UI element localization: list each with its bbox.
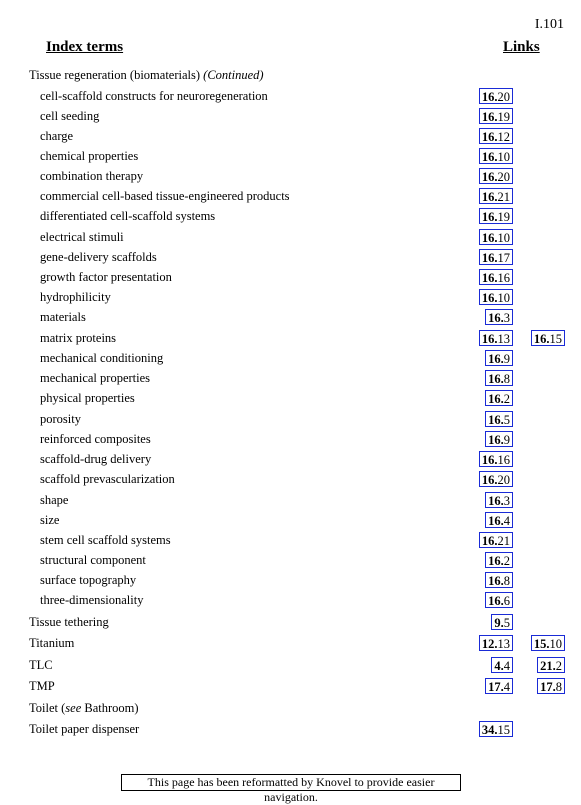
index-term: Tissue regeneration (biomaterials) (Continued) [29,68,264,82]
index-subterm: gene-delivery scaffolds [40,250,157,264]
index-subterm: scaffold prevascularization [40,472,175,486]
index-subterm: cell seeding [40,109,100,123]
links-header: Links [503,39,540,55]
index-subterm: mechanical conditioning [40,351,164,365]
page-link[interactable]: 16.16 [479,269,513,285]
index-subterm: commercial cell-based tissue-engineered products [40,189,290,203]
page-link[interactable]: 16.17 [479,249,513,265]
index-subterm: growth factor presentation [40,270,172,284]
page-link[interactable]: 16.10 [479,148,513,164]
page-link[interactable]: 16.4 [485,512,513,528]
index-term: Toilet (see Bathroom) [29,701,139,715]
index-subterm: materials [40,310,86,324]
page-link[interactable]: 16.8 [485,370,513,386]
page-link[interactable]: 16.10 [479,289,513,305]
page-link[interactable]: 34.15 [479,721,513,737]
page-link[interactable]: 9.5 [491,614,513,630]
page-link[interactable]: 16.2 [485,552,513,568]
page-link[interactable]: 16.20 [479,168,513,184]
index-subterm: cell-scaffold constructs for neuroregeneration [40,89,268,103]
page-link[interactable]: 16.5 [485,411,513,427]
page-number: I.101 [534,17,564,32]
page-link[interactable]: 16.19 [479,108,513,124]
page-link[interactable]: 16.6 [485,592,513,608]
index-subterm: charge [40,129,74,143]
index-subterm: combination therapy [40,169,144,183]
index-subterm: physical properties [40,391,135,405]
page-link[interactable]: 4.4 [491,657,513,673]
page-link[interactable]: 16.21 [479,188,513,204]
page-link[interactable]: 15.10 [531,635,565,651]
page-link[interactable]: 16.8 [485,572,513,588]
index-subterm: chemical properties [40,149,139,163]
index-subterm: electrical stimuli [40,230,124,244]
knovel-footer-note: This page has been reformatted by Knovel to provide easier navigation. [121,774,461,791]
index-subterm: differentiated cell-scaffold systems [40,209,216,223]
page-link[interactable]: 16.2 [485,390,513,406]
page-link[interactable]: 16.16 [479,451,513,467]
index-subterm: stem cell scaffold systems [40,533,171,547]
page-link[interactable]: 12.13 [479,635,513,651]
page-link[interactable]: 17.4 [485,678,513,694]
index-term: Toilet paper dispenser [29,722,140,736]
page-link[interactable]: 17.8 [537,678,565,694]
index-subterm: porosity [40,412,81,426]
index-subterm: hydrophilicity [40,290,111,304]
index-subterm: mechanical properties [40,371,151,385]
page-link[interactable]: 16.12 [479,128,513,144]
page-link[interactable]: 16.9 [485,350,513,366]
index-term: TMP [29,679,55,693]
index-subterm: surface topography [40,573,137,587]
index-subterm: three-dimensionality [40,593,144,607]
page-link[interactable]: 16.13 [479,330,513,346]
index-terms-header: Index terms [46,39,124,55]
index-term: TLC [29,658,53,672]
page-link[interactable]: 16.20 [479,88,513,104]
page-link[interactable]: 21.2 [537,657,565,673]
index-subterm: matrix proteins [40,331,117,345]
index-subterm: scaffold-drug delivery [40,452,152,466]
index-term: Titanium [29,636,75,650]
page-link[interactable]: 16.15 [531,330,565,346]
page-link[interactable]: 16.9 [485,431,513,447]
index-subterm: structural component [40,553,146,567]
page-link[interactable]: 16.21 [479,532,513,548]
index-subterm: size [40,513,60,527]
index-subterm: shape [40,493,69,507]
index-term: Tissue tethering [29,615,109,629]
page-link[interactable]: 16.10 [479,229,513,245]
page-link[interactable]: 16.20 [479,471,513,487]
page-link[interactable]: 16.3 [485,309,513,325]
index-subterm: reinforced composites [40,432,151,446]
page-link[interactable]: 16.3 [485,492,513,508]
page-link[interactable]: 16.19 [479,208,513,224]
